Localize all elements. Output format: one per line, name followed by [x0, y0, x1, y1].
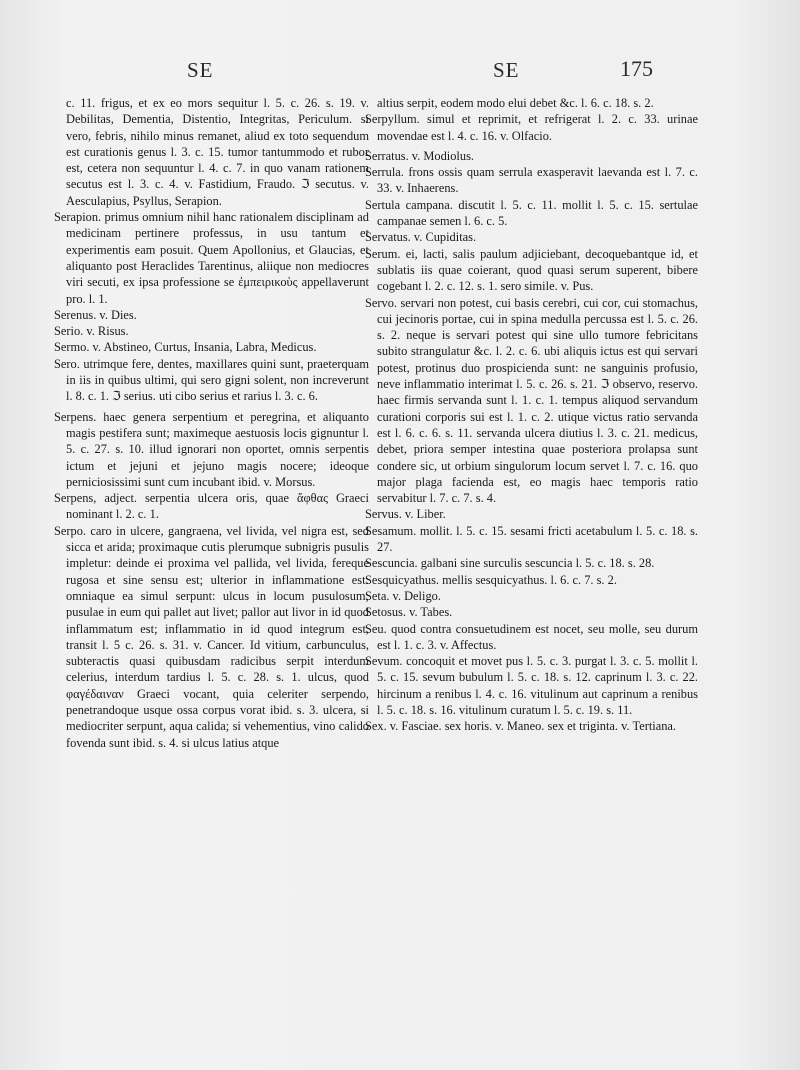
entry-serapion: Serapion. primus omnium nihil hanc rationalem disciplinam ad medicinam pertinere professus, in usu tantum et experimentis eam posuit. Quem Apollonius, et Glaucias, et aliquanto post Heraclides Tarentinus, aliique non mediocres viri secuti, ex ipsa professione se ἐμπειρικοὺς appellaverunt pro. l. 1.	[54, 210, 369, 306]
entry-sesamum: Sesamum. mollit. l. 5. c. 15. sesami fricti acetabulum l. 5. c. 18. s. 27.	[365, 523, 698, 555]
entry-continued: c. 11. frigus, et ex eo mors sequitur l. 5. c. 26. s. 19. v. Debilitas, Dementia, Distentio, Integritas, Periculum. si vero, febris, nihilo minus remanet, aliud ex toto sequendum est curationis genus l. 3. c. 15. tumor tantummodo et rubor est, cetera non sequuntur l. 4. c. 7. in quo vanam rationem secutus est l. 3. c. 4. v. Fastidium, Fraudo. ℑ secutus. v. Aesculapius, Psyllus, Serapion.	[66, 96, 369, 208]
entry-sex: Sex. v. Fasciae. sex horis. v. Maneo. sex et triginta. v. Tertiana.	[365, 719, 676, 734]
left-column	[54, 95, 369, 751]
entry-sevum: Sevum. concoquit et movet pus l. 5. c. 3. purgat l. 3. c. 5. mollit l. 5. c. 15. sevum bubulum l. 5. c. 18. s. 12. caprinum l. 3. c. 22. hircinum a renibus l. 4. c. 16. vitulinum aut caprinum a renibus l. 5. c. 18. s. 16. vitulinum curatum l. 5. c. 19. s. 11.	[365, 654, 698, 717]
entry-serpens: Serpens. haec genera serpentium et peregrina, et aliquanto magis pestifera sunt; maximeque aestuosis locis gignuntur l. 5. c. 27. s. 10. illud ignorari non oportet, omnis serpentis ictum et jejuni et jejuno magis nocere; ideoque perniciosissimi sunt cum incubant ibid. v. Morsus.	[54, 409, 369, 489]
entry-continued: altius serpit, eodem modo elui debet &c. l. 6. c. 18. s. 2.	[377, 96, 654, 110]
entry-seta: Seta. v. Deligo.	[365, 588, 441, 603]
entry-servus: Servus. v. Liber.	[365, 507, 446, 522]
entry-serenus: Serenus. v. Dies.	[54, 307, 137, 322]
entry-serpo: Serpo. caro in ulcere, gangraena, vel livida, vel nigra est, sed sicca et arida; proximaque cutis plerumque subnigris pusulis impletur: deinde ei proxima vel pallida, vel livida, fereque rugosa et sine sensu est; ulterior in inflammatione est: omniaque ea simul serpunt: ulcus in locum pusulosum; pusulae in eum qui pallet aut livet; pallor aut livor in id quod inflammatum est; inflammatio in id quod integrum est, transit l. 5 c. 26. s. 31. v. Cancer. Id vitium, carbunculus, subteractis quasi quibusdam radicibus serpit interdum celerius, interdum tardius l. 5. c. 28. s. 1. ulcus, quod φαγέδαιναν Graeci vocant, quia celeriter serpendo, penetrandoque usque ossa corpus vorat ibid. s. 3. ulcera, si mediocriter serpunt, aqua calida; si vehementius, vino calido fovenda sunt ibid. s. 4. si ulcus latius atque	[54, 523, 369, 750]
right-column	[365, 95, 698, 735]
entry-sermo: Sermo. v. Abstineo, Curtus, Insania, Labra, Medicus.	[54, 340, 317, 355]
entry-sesquicyathus: Sesquicyathus. mellis sesquicyathus. l. 6. c. 7. s. 2.	[365, 572, 617, 587]
entry-serpens-adject: Serpens, adject. serpentia ulcera oris, quae ἄφθας Graeci nominant l. 2. c. 1.	[54, 491, 369, 522]
entry-serrula: Serrula. frons ossis quam serrula exasperavit laevanda est l. 7. c. 33. v. Inhaerens.	[365, 165, 698, 196]
running-head-left: SE	[187, 58, 214, 82]
entry-serio: Serio. v. Risus.	[54, 324, 129, 339]
entry-serum: Serum. ei, lacti, salis paulum adjiciebant, decoquebantque id, et sublatis iis quae coierant, quod quasi serum superent, bibere cogebant l. 2. c. 12. s. 1. sero simile. v. Pus.	[365, 246, 698, 294]
entry-serpyllum: Serpyllum. simul et reprimit, et refrigerat l. 2. c. 33. urinae movendae est l. 4. c. 16. v. Olfacio.	[365, 112, 698, 143]
entry-serratus: Serratus. v. Modiolus.	[365, 148, 474, 163]
entry-servo: Servo. servari non potest, cui basis cerebri, cui cor, cui stomachus, cui jecinoris portae, cui in spina medulla percussa est l. 5. c. 26. s. 2. neque is servari potest qui sine ullo tumore febricitans subito strangulatur &c. l. 2. c. 6. ubi aliquis ictus est qui servari potest, protinus duo prospicienda sunt: ne sanguinis profusio, neve inflammatio interimat l. 5. c. 26. s. 21. ℑ observo, reservo. haec firmis servanda sunt l. 1. c. 1. tempus aliquod servandum curationi corporis sui est l. 1. c. 2. utique victus ratio servanda est l. 6. c. 6. s. 11. servanda ulcera diutius l. 3. c. 21. medicus, debet, priora semper intestina quae posteriora prolapsa sunt condere sic, ut orbium singulorum locum servet l. 7. c. 16. quo major plaga facienda est, eo magis haec temporis ratio servabitur l. 7. c. 7. s. 4.	[365, 295, 698, 506]
entry-setosus: Setosus. v. Tabes.	[365, 605, 453, 620]
entry-sescuncia: Sescuncia. galbani sine surculis sescuncia l. 5. c. 18. s. 28.	[365, 556, 655, 571]
running-head-right: SE	[493, 58, 520, 82]
page-number: 175	[620, 56, 653, 81]
entry-seu: Seu. quod contra consuetudinem est nocet, seu molle, seu durum est l. 1. c. 3. v. Affectus.	[365, 621, 698, 652]
entry-sero: Sero. utrimque fere, dentes, maxillares quini sunt, praeterquam in iis in quibus ultimi, qui sero gigni solent, non increverunt l. 8. c. 1. ℑ serius. uti cibo serius et rarius l. 3. c. 6.	[54, 356, 369, 404]
entry-servatus: Servatus. v. Cupiditas.	[365, 230, 477, 245]
entry-sertula-campana: Sertula campana. discutit l. 5. c. 11. mollit l. 5. c. 15. sertulae campanae semen l. 6. c. 5.	[365, 197, 698, 229]
